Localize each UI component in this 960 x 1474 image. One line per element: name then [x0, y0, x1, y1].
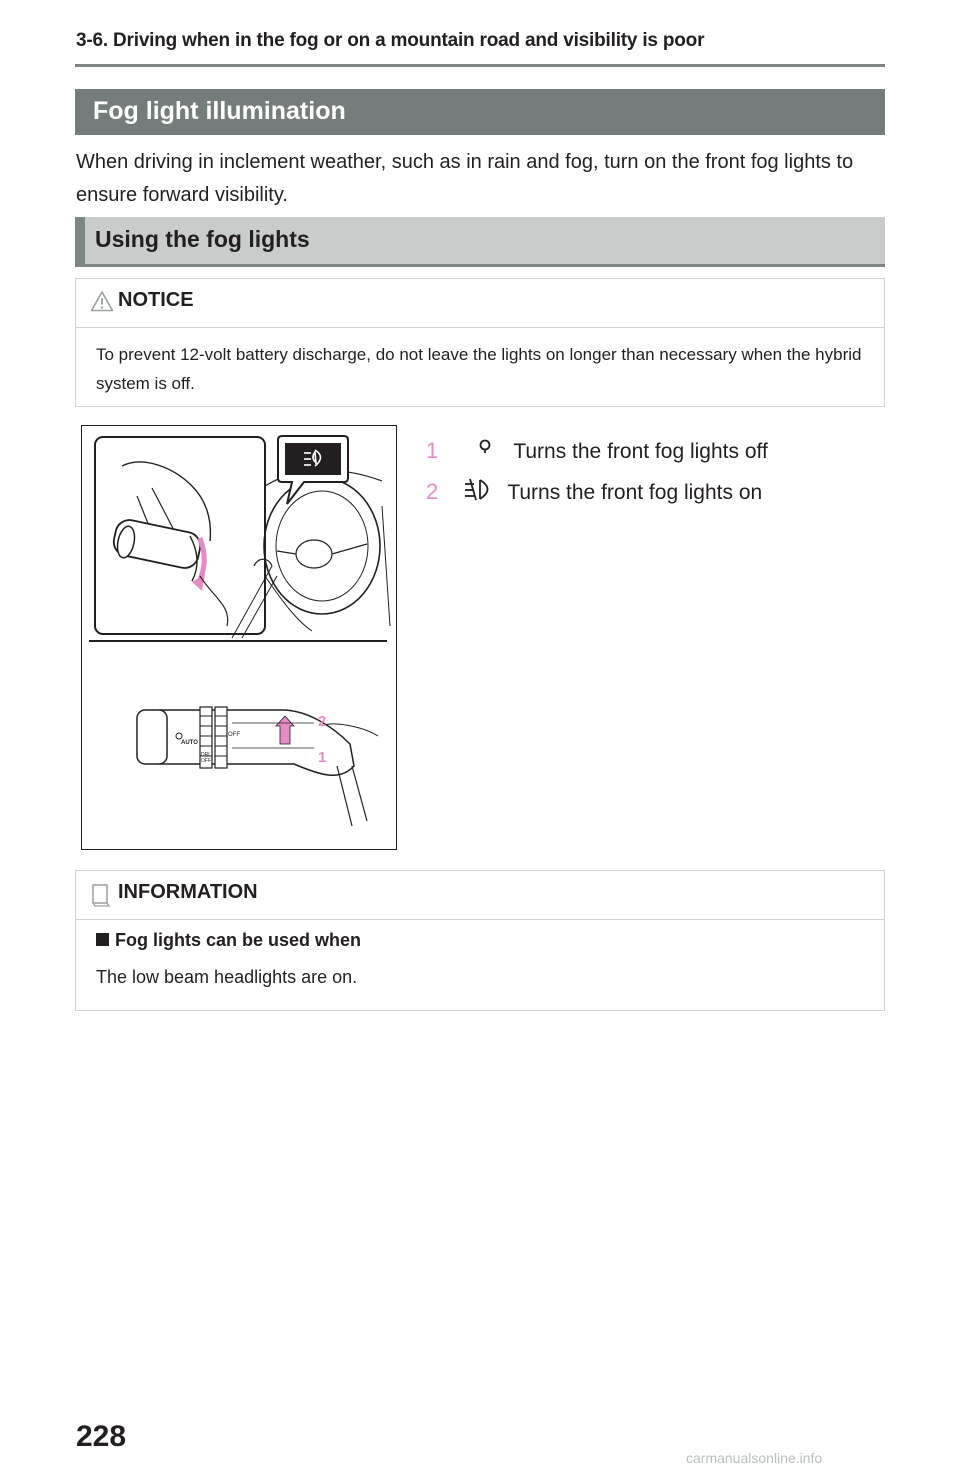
intro-paragraph: When driving in inclement weather, such as in rain and fog, turn on the front fog lights to ensure forward visibility.	[76, 151, 854, 206]
step-2	[426, 476, 762, 510]
step-1-text: Turns the front fog lights off	[513, 440, 768, 463]
fog-light-switch-figure	[81, 425, 397, 850]
information-subheading-row	[96, 930, 864, 951]
step-1	[426, 436, 768, 468]
notice-title: NOTICE	[118, 289, 194, 311]
switch-auto-label: AUTO	[181, 740, 198, 746]
page-number: 228	[76, 1420, 127, 1453]
information-header	[76, 871, 884, 920]
section-heading-bar	[75, 89, 885, 135]
step-1-number: 1	[426, 438, 439, 463]
callout-2: 2	[318, 713, 327, 730]
information-body	[76, 920, 884, 1002]
running-title: 3-6. Driving when in the fog or on a mountain road and visibility is poor	[76, 30, 705, 51]
subsection-heading-bar	[75, 217, 885, 267]
square-bullet-icon	[96, 933, 109, 946]
information-title: INFORMATION	[118, 881, 258, 903]
switch-off-label: OFF	[228, 732, 240, 738]
switch-drl-off-label: OFF	[201, 758, 211, 764]
notice-header	[76, 279, 884, 328]
information-subheading: Fog lights can be used when	[115, 930, 362, 950]
step-2-number: 2	[426, 479, 439, 504]
subsection-title: Using the fog lights	[95, 226, 310, 252]
information-icon	[90, 882, 112, 913]
information-box	[75, 870, 885, 1011]
step-2-text: Turns the front fog lights on	[507, 481, 763, 504]
figure-illustration	[82, 426, 396, 849]
switch-drl-label: DRL	[201, 752, 212, 758]
notice-box	[75, 278, 885, 407]
information-text: The low beam headlights are on.	[96, 967, 358, 987]
section-title: Fog light illumination	[93, 97, 346, 125]
header-divider	[75, 64, 885, 67]
front-fog-light-icon	[462, 476, 502, 510]
warning-icon	[90, 290, 114, 317]
callout-1: 1	[318, 749, 327, 766]
notice-text: To prevent 12-volt battery discharge, do not leave the lights on longer than necessary when the hybrid system is off.	[96, 345, 862, 393]
fog-off-icon	[462, 436, 508, 468]
watermark: carmanualsonline.info	[686, 1450, 823, 1466]
